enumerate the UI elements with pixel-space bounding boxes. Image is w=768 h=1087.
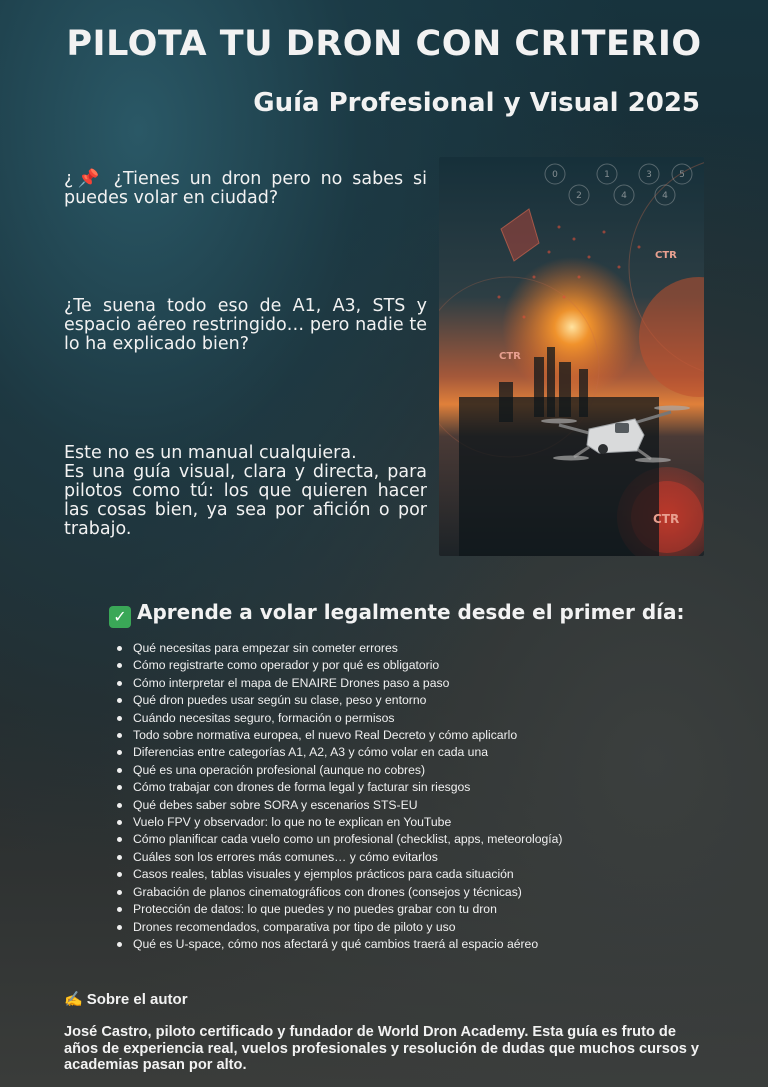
list-item bbox=[115, 744, 563, 761]
bullet-icon bbox=[117, 925, 122, 930]
list-item-text: Casos reales, tablas visuales y ejemplos prácticos para cada situación bbox=[133, 867, 514, 882]
list-item-text: Qué es U-space, cómo nos afectará y qué cambios traerá al espacio aéreo bbox=[133, 936, 539, 951]
bullet-icon bbox=[117, 803, 122, 808]
intro-question-regulation: ¿Te suena todo eso de A1, A3, STS y espacio aéreo restringido… pero nadie te lo ha explicado bien? bbox=[64, 296, 427, 354]
features-title bbox=[109, 600, 684, 628]
bullet-icon bbox=[117, 890, 122, 895]
hero-number: 4 bbox=[662, 191, 668, 201]
list-item bbox=[115, 901, 563, 918]
page-title: PILOTA TU DRON CON CRITERIO bbox=[66, 24, 702, 64]
list-item-text: Cuáles son los errores más comunes… y cómo evitarlos bbox=[133, 849, 438, 864]
bullet-icon bbox=[117, 907, 122, 912]
check-mark-icon: ✓ bbox=[109, 606, 131, 628]
list-item bbox=[115, 727, 563, 744]
list-item bbox=[115, 797, 563, 814]
list-item bbox=[115, 814, 563, 831]
hero-number: 5 bbox=[679, 170, 685, 180]
hero-drone-image bbox=[439, 157, 704, 556]
bullet-icon bbox=[117, 716, 122, 721]
list-item-text: Cuándo necesitas seguro, formación o permisos bbox=[133, 710, 395, 725]
list-item-text: Cómo planificar cada vuelo como un profesional (checklist, apps, meteorología) bbox=[133, 832, 563, 847]
bullet-icon bbox=[117, 768, 122, 773]
list-item-text: Grabación de planos cinematográficos con drones (consejos y técnicas) bbox=[133, 884, 522, 899]
intro-pitch-line2: Es una guía visual, clara y directa, para pilotos como tú: los que quieren hacer las cosas bien, ya sea por afición o por trabajo. bbox=[64, 462, 427, 539]
author-heading-text: Sobre el autor bbox=[86, 991, 188, 1008]
list-item bbox=[115, 779, 563, 796]
list-item-text: Cómo registrarte como operador y por qué es obligatorio bbox=[133, 658, 440, 673]
hero-ctr-label: CTR bbox=[655, 250, 677, 261]
author-bio: José Castro, piloto certificado y fundador de World Dron Academy. Esta guía es fruto de años de experiencia real, vuelos profesionales y resolución de dudas que muchos cursos y academias pasan por alto. bbox=[64, 1024, 700, 1073]
page-subtitle: Guía Profesional y Visual 2025 bbox=[253, 88, 700, 118]
intro-pitch-line1: Este no es un manual cualquiera. bbox=[64, 443, 357, 463]
features-title-text: Aprende a volar legalmente desde el primer día: bbox=[137, 600, 685, 624]
bullet-icon bbox=[117, 681, 122, 686]
list-item bbox=[115, 657, 563, 674]
list-item-text: Qué necesitas para empezar sin cometer errores bbox=[133, 641, 398, 655]
hero-number: 3 bbox=[646, 170, 652, 180]
list-item-text: Vuelo FPV y observador: lo que no te explican en YouTube bbox=[133, 815, 452, 830]
list-item-text: Qué dron puedes usar según su clase, peso y entorno bbox=[133, 693, 427, 708]
list-item-text: Cómo interpretar el mapa de ENAIRE Drones paso a paso bbox=[133, 675, 450, 690]
features-list bbox=[115, 640, 563, 953]
list-item bbox=[115, 866, 563, 883]
hero-number: 1 bbox=[604, 170, 610, 180]
bullet-icon bbox=[117, 820, 122, 825]
bullet-icon bbox=[117, 750, 122, 755]
list-item-text: Qué debes saber sobre SORA y escenarios STS-EU bbox=[133, 797, 418, 812]
list-item-text: Protección de datos: lo que puedes y no puedes grabar con tu dron bbox=[133, 902, 497, 917]
list-item bbox=[115, 710, 563, 727]
list-item-text: Qué es una operación profesional (aunque no cobres) bbox=[133, 762, 426, 777]
bullet-icon bbox=[117, 942, 122, 947]
bullet-icon bbox=[117, 733, 122, 738]
hero-number: 4 bbox=[621, 191, 627, 201]
list-item bbox=[115, 919, 563, 936]
list-item-text: Diferencias entre categorías A1, A2, A3 y cómo volar en cada una bbox=[133, 745, 489, 760]
list-item bbox=[115, 640, 563, 657]
bullet-icon bbox=[117, 785, 122, 790]
intro-question-city: ¿📌 ¿Tienes un dron pero no sabes si puedes volar en ciudad? bbox=[64, 169, 427, 208]
hero-number: 0 bbox=[552, 170, 558, 180]
writing-hand-icon: ✍ bbox=[64, 991, 83, 1008]
list-item bbox=[115, 831, 563, 848]
bullet-icon bbox=[117, 837, 122, 842]
hero-number: 2 bbox=[576, 191, 582, 201]
bullet-icon bbox=[117, 698, 122, 703]
list-item-text: Cómo trabajar con drones de forma legal y facturar sin riesgos bbox=[133, 780, 471, 795]
bullet-icon bbox=[117, 646, 122, 651]
list-item bbox=[115, 762, 563, 779]
list-item bbox=[115, 936, 563, 953]
list-item bbox=[115, 692, 563, 709]
list-item bbox=[115, 884, 563, 901]
hero-ctr-label: CTR bbox=[653, 512, 680, 526]
bullet-icon bbox=[117, 855, 122, 860]
bullet-icon bbox=[117, 663, 122, 668]
list-item bbox=[115, 849, 563, 866]
bullet-icon bbox=[117, 872, 122, 877]
list-item-text: Drones recomendados, comparativa por tipo de piloto y uso bbox=[133, 919, 456, 934]
author-heading bbox=[64, 990, 188, 1008]
list-item bbox=[115, 675, 563, 692]
list-item-text: Todo sobre normativa europea, el nuevo Real Decreto y cómo aplicarlo bbox=[133, 728, 518, 743]
hero-ctr-label: CTR bbox=[499, 351, 521, 362]
